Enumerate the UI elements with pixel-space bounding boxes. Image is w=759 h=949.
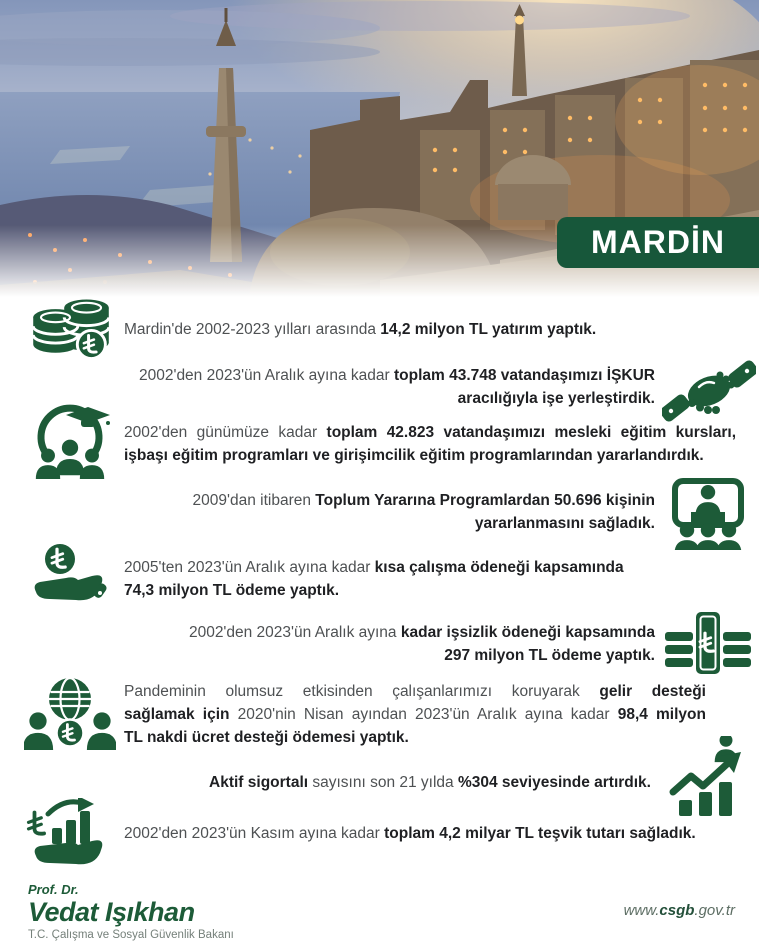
stat-text-segment: işbaşı eğitim programları ve girişimcilik eğitim programlarından yararlandırdık. <box>124 447 704 464</box>
stat-text-segment: toplam 43.748 vatandaşımızı İŞKUR <box>393 367 655 384</box>
stat-text-segment: kadar işsizlik ödeneği kapsamında <box>400 624 655 641</box>
region-banner <box>557 217 759 268</box>
hand-coin-icon <box>30 542 112 614</box>
stat-text-segment: 2002'den 2023'ün Aralık ayına <box>188 624 401 641</box>
stat-line <box>124 726 706 749</box>
stat-iskur-placements <box>139 364 655 410</box>
stat-text-segment: Aktif sigortalı <box>209 774 313 791</box>
stat-active-insured <box>209 771 651 794</box>
stat-line <box>189 644 655 667</box>
stat-text-segment: sayısını son 21 yılda <box>312 774 458 791</box>
stat-short-time-allowance <box>124 556 624 602</box>
minister-title-prefix: Prof. Dr. <box>28 882 79 897</box>
stat-line <box>124 579 624 602</box>
stat-line <box>139 364 655 387</box>
stat-incentives <box>124 822 696 845</box>
website-url-suffix: .gov.tr <box>694 902 735 919</box>
stat-text-segment: gelir desteği <box>599 683 706 700</box>
stat-line <box>124 822 696 845</box>
stat-text-segment: 2002'den günümüze kadar <box>124 424 327 441</box>
minister-signature <box>28 882 234 941</box>
stat-text-segment: TL nakdi ücret desteği ödemesi yaptık. <box>124 729 409 746</box>
stat-text-segment: 74,3 milyon TL ödeme yaptık. <box>124 582 340 599</box>
incentive-hand-icon <box>26 798 114 870</box>
stat-line <box>124 680 706 703</box>
website-url-prefix: www. <box>623 902 660 919</box>
stat-text-segment: kısa çalışma ödeneği kapsamında <box>374 559 624 576</box>
stat-text-segment: toplam 4,2 milyar TL teşvik tutarı sağladık. <box>384 825 696 842</box>
stat-text-segment: 98,4 milyon <box>617 706 706 723</box>
stat-text-segment: 14,2 milyon TL yatırım yaptık. <box>380 320 597 338</box>
website-url[interactable] <box>624 902 735 919</box>
stat-line <box>189 621 655 644</box>
website-url-domain: csgb <box>659 902 695 919</box>
coins-icon <box>28 298 114 360</box>
stat-training <box>124 421 736 467</box>
stat-text-segment: aracılığıyla işe yerleştirdik. <box>457 390 655 407</box>
community-program-icon <box>661 478 755 550</box>
stat-line <box>193 512 655 535</box>
stat-text-segment: 2020'nin Nisan ayından 2023'ün Aralık ayına kadar <box>237 706 618 723</box>
stat-text-segment: 2009'dan itibaren <box>192 492 316 509</box>
stat-text-segment: Toplum Yararına Programlardan 50.696 kişinin <box>315 492 655 509</box>
stat-text-segment: toplam 42.823 vatandaşımızı mesleki eğitim kursları, <box>326 424 736 441</box>
stat-text-segment: Pandeminin olumsuz etkisinden çalışanlarımızı koruyarak <box>124 683 600 700</box>
handshake-icon <box>662 360 756 424</box>
stat-investment <box>124 298 596 360</box>
growth-chart-icon <box>669 736 749 816</box>
stat-text-segment: %304 seviyesinde artırdık. <box>457 774 651 791</box>
stat-text-segment: 2002'den 2023'ün Aralık ayına kadar <box>139 367 394 384</box>
region-banner-label: MARDİN <box>591 224 725 260</box>
stat-line <box>209 771 651 794</box>
stat-line <box>124 421 736 444</box>
stat-text-segment: 297 milyon TL ödeme yaptık. <box>444 647 655 664</box>
stat-text-segment: yararlanmasını sağladık. <box>474 515 655 532</box>
stat-line <box>124 318 596 341</box>
stat-text-segment: sağlamak için <box>124 706 238 723</box>
stat-text-segment: 2002'den 2023'ün Kasım ayına kadar <box>124 825 385 842</box>
stat-community-programs <box>193 489 655 535</box>
stat-line <box>139 387 655 410</box>
global-support-icon <box>24 676 116 750</box>
stat-line <box>124 556 624 579</box>
minister-role: T.C. Çalışma ve Sosyal Güvenlik Bakanı <box>28 929 234 941</box>
stat-cash-wage-support <box>124 680 706 749</box>
banknotes-icon <box>665 610 751 678</box>
stat-text-segment: 2005'ten 2023'ün Aralık ayına kadar <box>124 559 375 576</box>
minister-name: Vedat Işıkhan <box>28 897 195 927</box>
stat-unemployment-benefit <box>189 621 655 667</box>
stat-text-segment: Mardin'de 2002-2023 yılları arasında <box>124 320 381 338</box>
stat-line <box>193 489 655 512</box>
vocational-training-icon <box>26 404 114 482</box>
stat-line <box>124 444 736 467</box>
stat-line <box>124 703 706 726</box>
